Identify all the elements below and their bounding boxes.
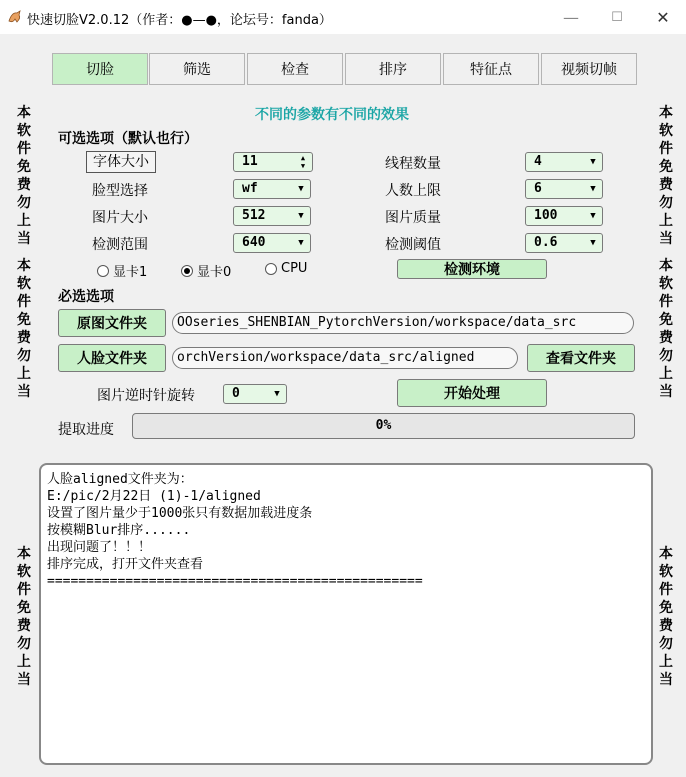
radio-cpu[interactable] bbox=[265, 261, 307, 276]
detect-range-value: 640 bbox=[242, 235, 266, 250]
tab-label: 特征点 bbox=[470, 62, 512, 78]
detect-threshold-label: 检测阈值 bbox=[385, 237, 441, 253]
log-line: 按模糊Blur排序...... bbox=[47, 523, 191, 538]
face-type-label: 脸型选择 bbox=[92, 183, 148, 199]
image-size-value: 512 bbox=[242, 208, 266, 223]
log-line: 排序完成，打开文件夹查看 bbox=[47, 557, 204, 572]
progress-bar bbox=[132, 413, 635, 439]
dropdown-arrow-icon: ▼ bbox=[298, 184, 304, 194]
dropdown-arrow-icon: ▼ bbox=[590, 238, 596, 248]
side-notice-right-3: 本软件免费勿上当 bbox=[659, 546, 673, 688]
log-line: 设置了图片量少于1000张只有数据加载进度条 bbox=[47, 506, 313, 521]
side-notice-left-2: 本软件免费勿上当 bbox=[17, 258, 31, 400]
dropdown-arrow-icon: ▼ bbox=[298, 238, 304, 248]
threads-value: 4 bbox=[534, 154, 542, 169]
dropdown-arrow-icon: ▼ bbox=[590, 211, 596, 221]
font-size-label: 字体大小 bbox=[86, 151, 156, 173]
rotate-value: 0 bbox=[232, 386, 240, 401]
window-title: 快速切脸V2.0.12（作者：●—●，论坛号：fanda） bbox=[27, 13, 332, 28]
tab-check[interactable] bbox=[247, 53, 343, 85]
tab-sort[interactable] bbox=[345, 53, 441, 85]
image-size-label: 图片大小 bbox=[92, 210, 148, 226]
view-folder-button[interactable] bbox=[527, 344, 635, 372]
image-quality-value: 100 bbox=[534, 208, 558, 223]
image-quality-label: 图片质量 bbox=[385, 210, 441, 226]
radio-label: 显卡0 bbox=[197, 265, 232, 280]
detect-range-label: 检测范围 bbox=[92, 237, 148, 253]
detect-range-select[interactable] bbox=[233, 233, 311, 253]
optional-section-label: 可选选项（默认也行） bbox=[58, 131, 198, 147]
max-people-label: 人数上限 bbox=[385, 183, 441, 199]
maximize-icon: ☐ bbox=[611, 9, 623, 25]
tab-face-crop[interactable] bbox=[52, 53, 148, 85]
button-label: 开始处理 bbox=[444, 386, 500, 402]
button-label: 检测环境 bbox=[444, 262, 500, 278]
max-people-select[interactable] bbox=[525, 179, 603, 199]
rotate-select[interactable] bbox=[223, 384, 287, 404]
tab-label: 筛选 bbox=[183, 62, 211, 78]
radio-label: 显卡1 bbox=[113, 265, 148, 280]
face-folder-path[interactable]: orchVersion/workspace/data_src/aligned bbox=[172, 347, 518, 369]
spin-arrows-icon[interactable]: ▲ ▼ bbox=[300, 154, 306, 170]
dropdown-arrow-icon: ▼ bbox=[590, 157, 596, 167]
radio-gpu1[interactable] bbox=[97, 261, 147, 280]
tab-label: 视频切帧 bbox=[561, 62, 617, 78]
log-output[interactable] bbox=[39, 463, 653, 765]
detect-threshold-value: 0.6 bbox=[534, 235, 558, 250]
source-folder-path[interactable]: OOseries_SHENBIAN_PytorchVersion/workspace/data_src bbox=[172, 312, 634, 334]
side-notice-left-3: 本软件免费勿上当 bbox=[17, 546, 31, 688]
font-size-spinbox[interactable] bbox=[233, 152, 313, 172]
log-line: ================================================ bbox=[47, 574, 423, 589]
dropdown-arrow-icon: ▼ bbox=[298, 211, 304, 221]
tab-label: 排序 bbox=[379, 62, 407, 78]
title-bar[interactable] bbox=[0, 0, 686, 34]
maximize-button[interactable] bbox=[594, 0, 640, 34]
radio-label: CPU bbox=[281, 261, 308, 276]
radio-indicator bbox=[181, 265, 193, 277]
detect-threshold-select[interactable] bbox=[525, 233, 603, 253]
dropdown-arrow-icon: ▼ bbox=[590, 184, 596, 194]
detect-env-button[interactable] bbox=[397, 259, 547, 279]
minimize-button[interactable] bbox=[548, 0, 594, 34]
dropdown-arrow-icon: ▼ bbox=[274, 389, 280, 399]
image-quality-select[interactable] bbox=[525, 206, 603, 226]
tab-filter[interactable] bbox=[149, 53, 245, 85]
side-notice-right-1: 本软件免费勿上当 bbox=[659, 105, 673, 247]
tab-landmarks[interactable] bbox=[443, 53, 539, 85]
button-label: 查看文件夹 bbox=[546, 351, 616, 367]
hint-heading: 不同的参数有不同的效果 bbox=[255, 107, 409, 123]
minimize-icon: — bbox=[563, 7, 579, 27]
face-type-select[interactable] bbox=[233, 179, 311, 199]
log-line: 出现问题了！！！ bbox=[47, 540, 152, 555]
progress-percent: 0% bbox=[375, 418, 392, 433]
start-button[interactable] bbox=[397, 379, 547, 407]
button-label: 人脸文件夹 bbox=[77, 351, 147, 367]
log-line: 人脸aligned文件夹为： bbox=[47, 472, 193, 487]
tab-video-frames[interactable] bbox=[541, 53, 637, 85]
tab-label: 切脸 bbox=[86, 62, 114, 78]
font-size-value: 11 bbox=[242, 154, 258, 169]
radio-indicator bbox=[97, 265, 109, 277]
side-notice-right-2: 本软件免费勿上当 bbox=[659, 258, 673, 400]
close-icon: ✕ bbox=[656, 7, 670, 27]
log-line: E:/pic/2月22日 (1)-1/aligned bbox=[47, 489, 261, 504]
image-size-select[interactable] bbox=[233, 206, 311, 226]
max-people-value: 6 bbox=[534, 181, 542, 196]
source-folder-button[interactable] bbox=[58, 309, 166, 337]
tab-label: 检查 bbox=[281, 62, 309, 78]
app-icon bbox=[7, 9, 23, 25]
rotate-label: 图片逆时针旋转 bbox=[97, 388, 195, 404]
close-button[interactable] bbox=[640, 0, 686, 34]
radio-indicator bbox=[265, 263, 277, 275]
threads-select[interactable] bbox=[525, 152, 603, 172]
progress-label: 提取进度 bbox=[58, 422, 114, 438]
radio-gpu0[interactable] bbox=[181, 261, 231, 280]
threads-label: 线程数量 bbox=[385, 156, 441, 172]
face-folder-button[interactable] bbox=[58, 344, 166, 372]
side-notice-left-1: 本软件免费勿上当 bbox=[17, 105, 31, 247]
button-label: 原图文件夹 bbox=[77, 316, 147, 332]
face-type-value: wf bbox=[242, 181, 258, 196]
required-section-label: 必选选项 bbox=[58, 289, 114, 305]
